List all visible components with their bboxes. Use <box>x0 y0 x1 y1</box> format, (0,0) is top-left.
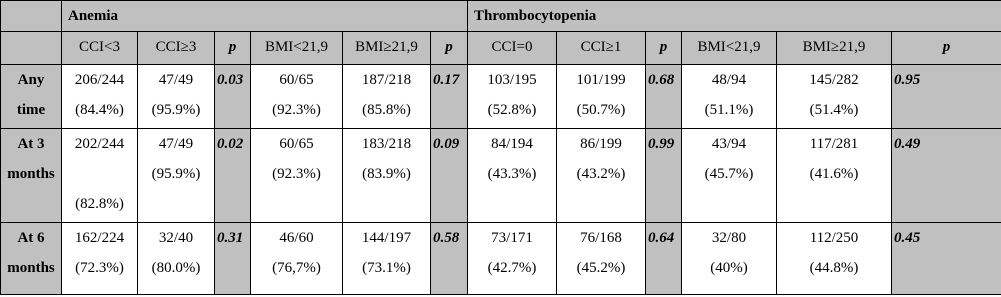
group-header-anemia: Anemia <box>62 1 468 32</box>
col-header-cci-0: CCI=0 <box>468 32 557 65</box>
data-cell: 48/94 (51.1%) <box>682 65 777 129</box>
col-header-cci-ge1: CCI≥1 <box>557 32 646 65</box>
data-cell: 144/197 (73.1%) <box>343 223 431 295</box>
data-cell: 101/199 (50.7%) <box>557 65 646 129</box>
row-label: At 3 months <box>1 129 62 223</box>
data-cell: 202/244 (82.8%) <box>62 129 138 223</box>
p-value: 0.49 <box>892 129 1001 223</box>
data-cell: 183/218 (83.9%) <box>343 129 431 223</box>
group-header-thrombocytopenia: Thrombocytopenia <box>468 1 1001 32</box>
p-value: 0.02 <box>215 129 251 223</box>
data-cell: 86/199 (43.2%) <box>557 129 646 223</box>
subheader-row <box>1 32 1001 65</box>
p-value: 0.03 <box>215 65 251 129</box>
col-header-bmi-ge: BMI≥21,9 <box>343 32 431 65</box>
col-header-p: p <box>892 32 1001 65</box>
col-header-p: p <box>646 32 682 65</box>
p-value: 0.17 <box>431 65 468 129</box>
data-cell: 117/281 (41.6%) <box>777 129 892 223</box>
col-header-cci-ge3: CCI≥3 <box>138 32 215 65</box>
table-row <box>1 65 1001 129</box>
col-header-bmi-lt: BMI<21,9 <box>251 32 343 65</box>
p-value: 0.45 <box>892 223 1001 295</box>
data-cell: 103/195 (52.8%) <box>468 65 557 129</box>
data-cell: 32/80 (40%) <box>682 223 777 295</box>
data-cell: 43/94 (45.7%) <box>682 129 777 223</box>
data-cell: 60/65 (92.3%) <box>251 129 343 223</box>
p-value: 0.58 <box>431 223 468 295</box>
row-label: Any time <box>1 65 62 129</box>
col-header-cci-lt3: CCI<3 <box>62 32 138 65</box>
corner-cell-2 <box>1 32 62 65</box>
data-cell: 60/65 (92.3%) <box>251 65 343 129</box>
p-value: 0.68 <box>646 65 682 129</box>
corner-cell <box>1 1 62 32</box>
data-cell: 162/224 (72.3%) <box>62 223 138 295</box>
p-value: 0.99 <box>646 129 682 223</box>
data-cell: 46/60 (76,7%) <box>251 223 343 295</box>
col-header-bmi-ge: BMI≥21,9 <box>777 32 892 65</box>
group-header-row <box>1 1 1001 32</box>
p-value: 0.64 <box>646 223 682 295</box>
data-cell: 187/218 (85.8%) <box>343 65 431 129</box>
p-value: 0.95 <box>892 65 1001 129</box>
table-row <box>1 223 1001 295</box>
col-header-p: p <box>215 32 251 65</box>
data-cell: 145/282 (51.4%) <box>777 65 892 129</box>
data-cell: 76/168 (45.2%) <box>557 223 646 295</box>
data-cell: 112/250 (44.8%) <box>777 223 892 295</box>
col-header-bmi-lt: BMI<21,9 <box>682 32 777 65</box>
data-cell: 47/49 (95.9%) <box>138 129 215 223</box>
data-cell: 84/194 (43.3%) <box>468 129 557 223</box>
data-cell: 47/49 (95.9%) <box>138 65 215 129</box>
p-value: 0.31 <box>215 223 251 295</box>
table-row <box>1 129 1001 223</box>
p-value: 0.09 <box>431 129 468 223</box>
data-cell: 206/244 (84.4%) <box>62 65 138 129</box>
data-cell: 73/171 (42.7%) <box>468 223 557 295</box>
data-cell: 32/40 (80.0%) <box>138 223 215 295</box>
row-label: At 6 months <box>1 223 62 295</box>
col-header-p: p <box>431 32 468 65</box>
